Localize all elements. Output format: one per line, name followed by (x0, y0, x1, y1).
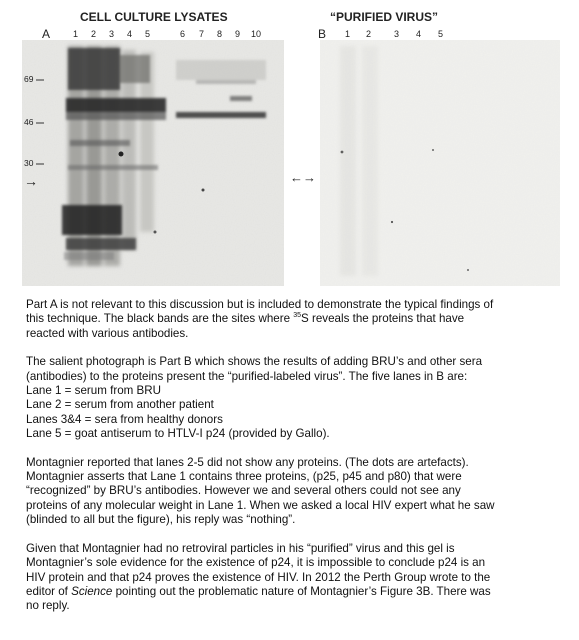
p4-line-1: Given that Montagnier had no retroviral particles in his “purified” virus and this gel is (26, 541, 455, 555)
p3-line-3: “recognized” by BRU’s antibodies. However we and several others could not see any (26, 484, 461, 498)
p2-line-2: (antibodies) to the proteins present the “purified-labeled virus”. The five lanes in B are: (26, 369, 468, 383)
paragraph-1 (26, 298, 566, 341)
p3-line-4: proteins of any molecular weight in Lane 1. When we asked a local HIV expert what he saw (26, 498, 495, 512)
p4-line-4-a: editor of (26, 584, 72, 598)
p4-line-5: no reply. (26, 599, 70, 613)
p2-line-6: Lane 5 = goat antiserum to HTLV-I p24 (provided by Gallo). (26, 427, 330, 441)
lane-label-a5: 5 (145, 29, 151, 39)
p3-line-5: (blinded to all but the figure), his reply was “nothing”. (26, 513, 296, 527)
lane-label-a2: 2 (91, 29, 97, 39)
lane-label-b5: 5 (438, 29, 444, 39)
lane-labels-b (345, 29, 443, 39)
p1-line-2 (26, 312, 566, 326)
p1-line-3: reacted with various antibodies. (26, 326, 189, 340)
lane-label-b2: 2 (366, 29, 372, 39)
p4-line-3: HIV protein and that p24 proves the existence of HIV. In 2012 the Perth Group wrote to the (26, 570, 491, 584)
double-arrow-indicator: ←→ (290, 170, 316, 185)
lane-label-a9: 9 (235, 29, 241, 39)
p3-line-2: Montagnier asserts that Lane 1 contains three proteins, (p25, p45 and p80) that were (26, 470, 462, 484)
western-blot-figure (0, 0, 579, 290)
p24-arrow: → (24, 173, 38, 189)
p4-line-2: Montagnier’s sole evidence for the existence of p24, it is impossible to conclude p24 is an (26, 556, 486, 570)
panel-b-label: B (318, 27, 327, 41)
lane-label-a8: 8 (217, 29, 223, 39)
p2-line-3: Lane 1 = serum from BRU (26, 384, 161, 398)
paragraph-3 (26, 456, 566, 528)
p1-line-1: Part A is not relevant to this discussion but is included to demonstrate the typical findings of (26, 298, 494, 311)
mw-marker-69: 69 (24, 74, 34, 84)
lane-label-a3: 3 (109, 29, 115, 39)
lane-label-b4: 4 (416, 29, 422, 39)
panel-a-label: A (42, 27, 51, 41)
lane-label-b1: 1 (345, 29, 351, 39)
header-purified-virus: “PURIFIED VIRUS” (330, 10, 439, 24)
body-text (26, 298, 566, 628)
p1-line-2-a: this technique. The black bands are the sites where (26, 312, 294, 326)
lane-label-a10: 10 (251, 29, 262, 39)
p3-line-1: Montagnier reported that lanes 2-5 did not show any proteins. (The dots are artefacts). (26, 455, 469, 469)
p2-line-5: Lanes 3&4 = sera from healthy donors (26, 412, 223, 426)
mw-marker-46: 46 (24, 117, 34, 127)
paragraph-2 (26, 355, 566, 441)
p2-line-1: The salient photograph is Part B which shows the results of adding BRU’s and other sera (26, 355, 483, 369)
lane-labels-a (73, 29, 261, 39)
mw-marker-30: 30 (24, 158, 34, 168)
lane-label-a1: 1 (73, 29, 79, 39)
p2-line-4: Lane 2 = serum from another patient (26, 398, 214, 412)
paragraph-4 (26, 542, 566, 614)
p4-line-4-b: pointing out the problematic nature of Montagnier’s Figure 3B. There was (112, 584, 491, 598)
journal-name-science: Science (71, 584, 113, 598)
isotope-superscript: 35 (293, 312, 302, 320)
p4-line-4 (26, 585, 566, 599)
lane-label-a7: 7 (199, 29, 205, 39)
p1-line-2-b: S reveals the proteins that have (301, 312, 465, 326)
lane-label-b3: 3 (394, 29, 400, 39)
lane-label-a6: 6 (180, 29, 186, 39)
lane-label-a4: 4 (127, 29, 133, 39)
header-cell-culture-lysates: CELL CULTURE LYSATES (80, 10, 228, 24)
